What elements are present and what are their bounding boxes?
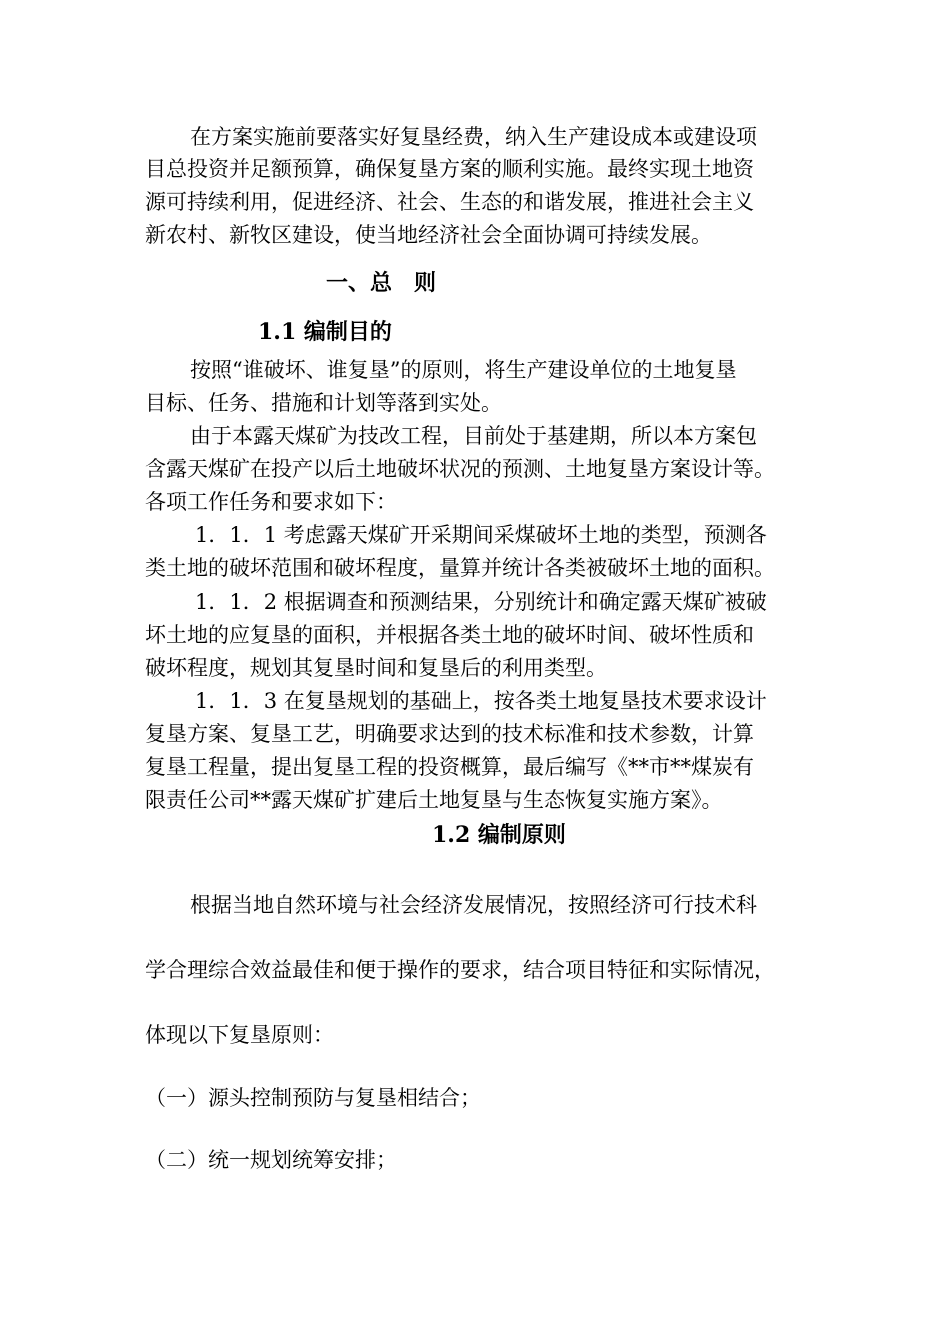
section-1-1-title: 1.1 编制目的 (258, 319, 392, 345)
section-1-1-para2-line-3: 各项工作任务和要求如下： (145, 490, 397, 514)
intro-line-3: 源可持续利用，促进经济、社会、生态的和谐发展，推进社会主义 (145, 190, 754, 214)
item-1-1-2-line-3: 破坏程度，规划其复垦时间和复垦后的利用类型。 (145, 656, 607, 680)
intro-line-4: 新农村、新牧区建设，使当地经济社会全面协调可持续发展。 (145, 223, 712, 247)
section-1-1-para2-line-1: 由于本露天煤矿为技改工程，目前处于基建期，所以本方案包 (190, 424, 757, 448)
item-1-1-3-line-1: 1．1．3 在复垦规划的基础上，按各类土地复垦技术要求设计 (195, 689, 767, 713)
item-1-1-1-line-2: 类土地的破坏范围和破坏程度，量算并统计各类被破坏土地的面积。 (145, 556, 775, 580)
item-1-1-3-line-3: 复垦工程量，提出复垦工程的投资概算，最后编写《**市**煤炭有 (145, 755, 754, 779)
item-1-1-1-line-1: 1．1．1 考虑露天煤矿开采期间采煤破坏土地的类型，预测各 (195, 523, 767, 547)
intro-line-1: 在方案实施前要落实好复垦经费，纳入生产建设成本或建设项 (190, 125, 757, 149)
chapter-title: 一、总 则 (326, 270, 437, 296)
item-1-1-3-line-2: 复垦方案、复垦工艺，明确要求达到的技术标准和技术参数，计算 (145, 722, 754, 746)
section-1-1-para1-line-2: 目标、任务、措施和计划等落到实处。 (145, 391, 502, 415)
principle-item-1: （一）源头控制预防与复垦相结合； (145, 1086, 481, 1110)
section-1-2-para-line-3: 体现以下复垦原则： (145, 1023, 334, 1047)
principle-item-2: （二）统一规划统筹安排； (145, 1148, 397, 1172)
section-1-2-para-line-2: 学合理综合效益最佳和便于操作的要求，结合项目特征和实际情况， (145, 958, 775, 982)
item-1-1-2-line-1: 1．1．2 根据调查和预测结果，分别统计和确定露天煤矿被破 (195, 590, 767, 614)
intro-line-2: 目总投资并足额预算，确保复垦方案的顺利实施。最终实现土地资 (145, 157, 754, 181)
section-1-2-title: 1.2 编制原则 (432, 822, 566, 848)
section-1-1-para2-line-2: 含露天煤矿在投产以后土地破坏状况的预测、土地复垦方案设计等。 (145, 457, 775, 481)
item-1-1-3-line-4: 限责任公司**露天煤矿扩建后土地复垦与生态恢复实施方案》。 (145, 788, 723, 812)
section-1-1-para1-line-1: 按照“谁破坏、谁复垦”的原则，将生产建设单位的土地复垦 (190, 358, 737, 382)
section-1-2-para-line-1: 根据当地自然环境与社会经济发展情况，按照经济可行技术科 (190, 893, 757, 917)
item-1-1-2-line-2: 坏土地的应复垦的面积，并根据各类土地的破坏时间、破坏性质和 (145, 623, 754, 647)
